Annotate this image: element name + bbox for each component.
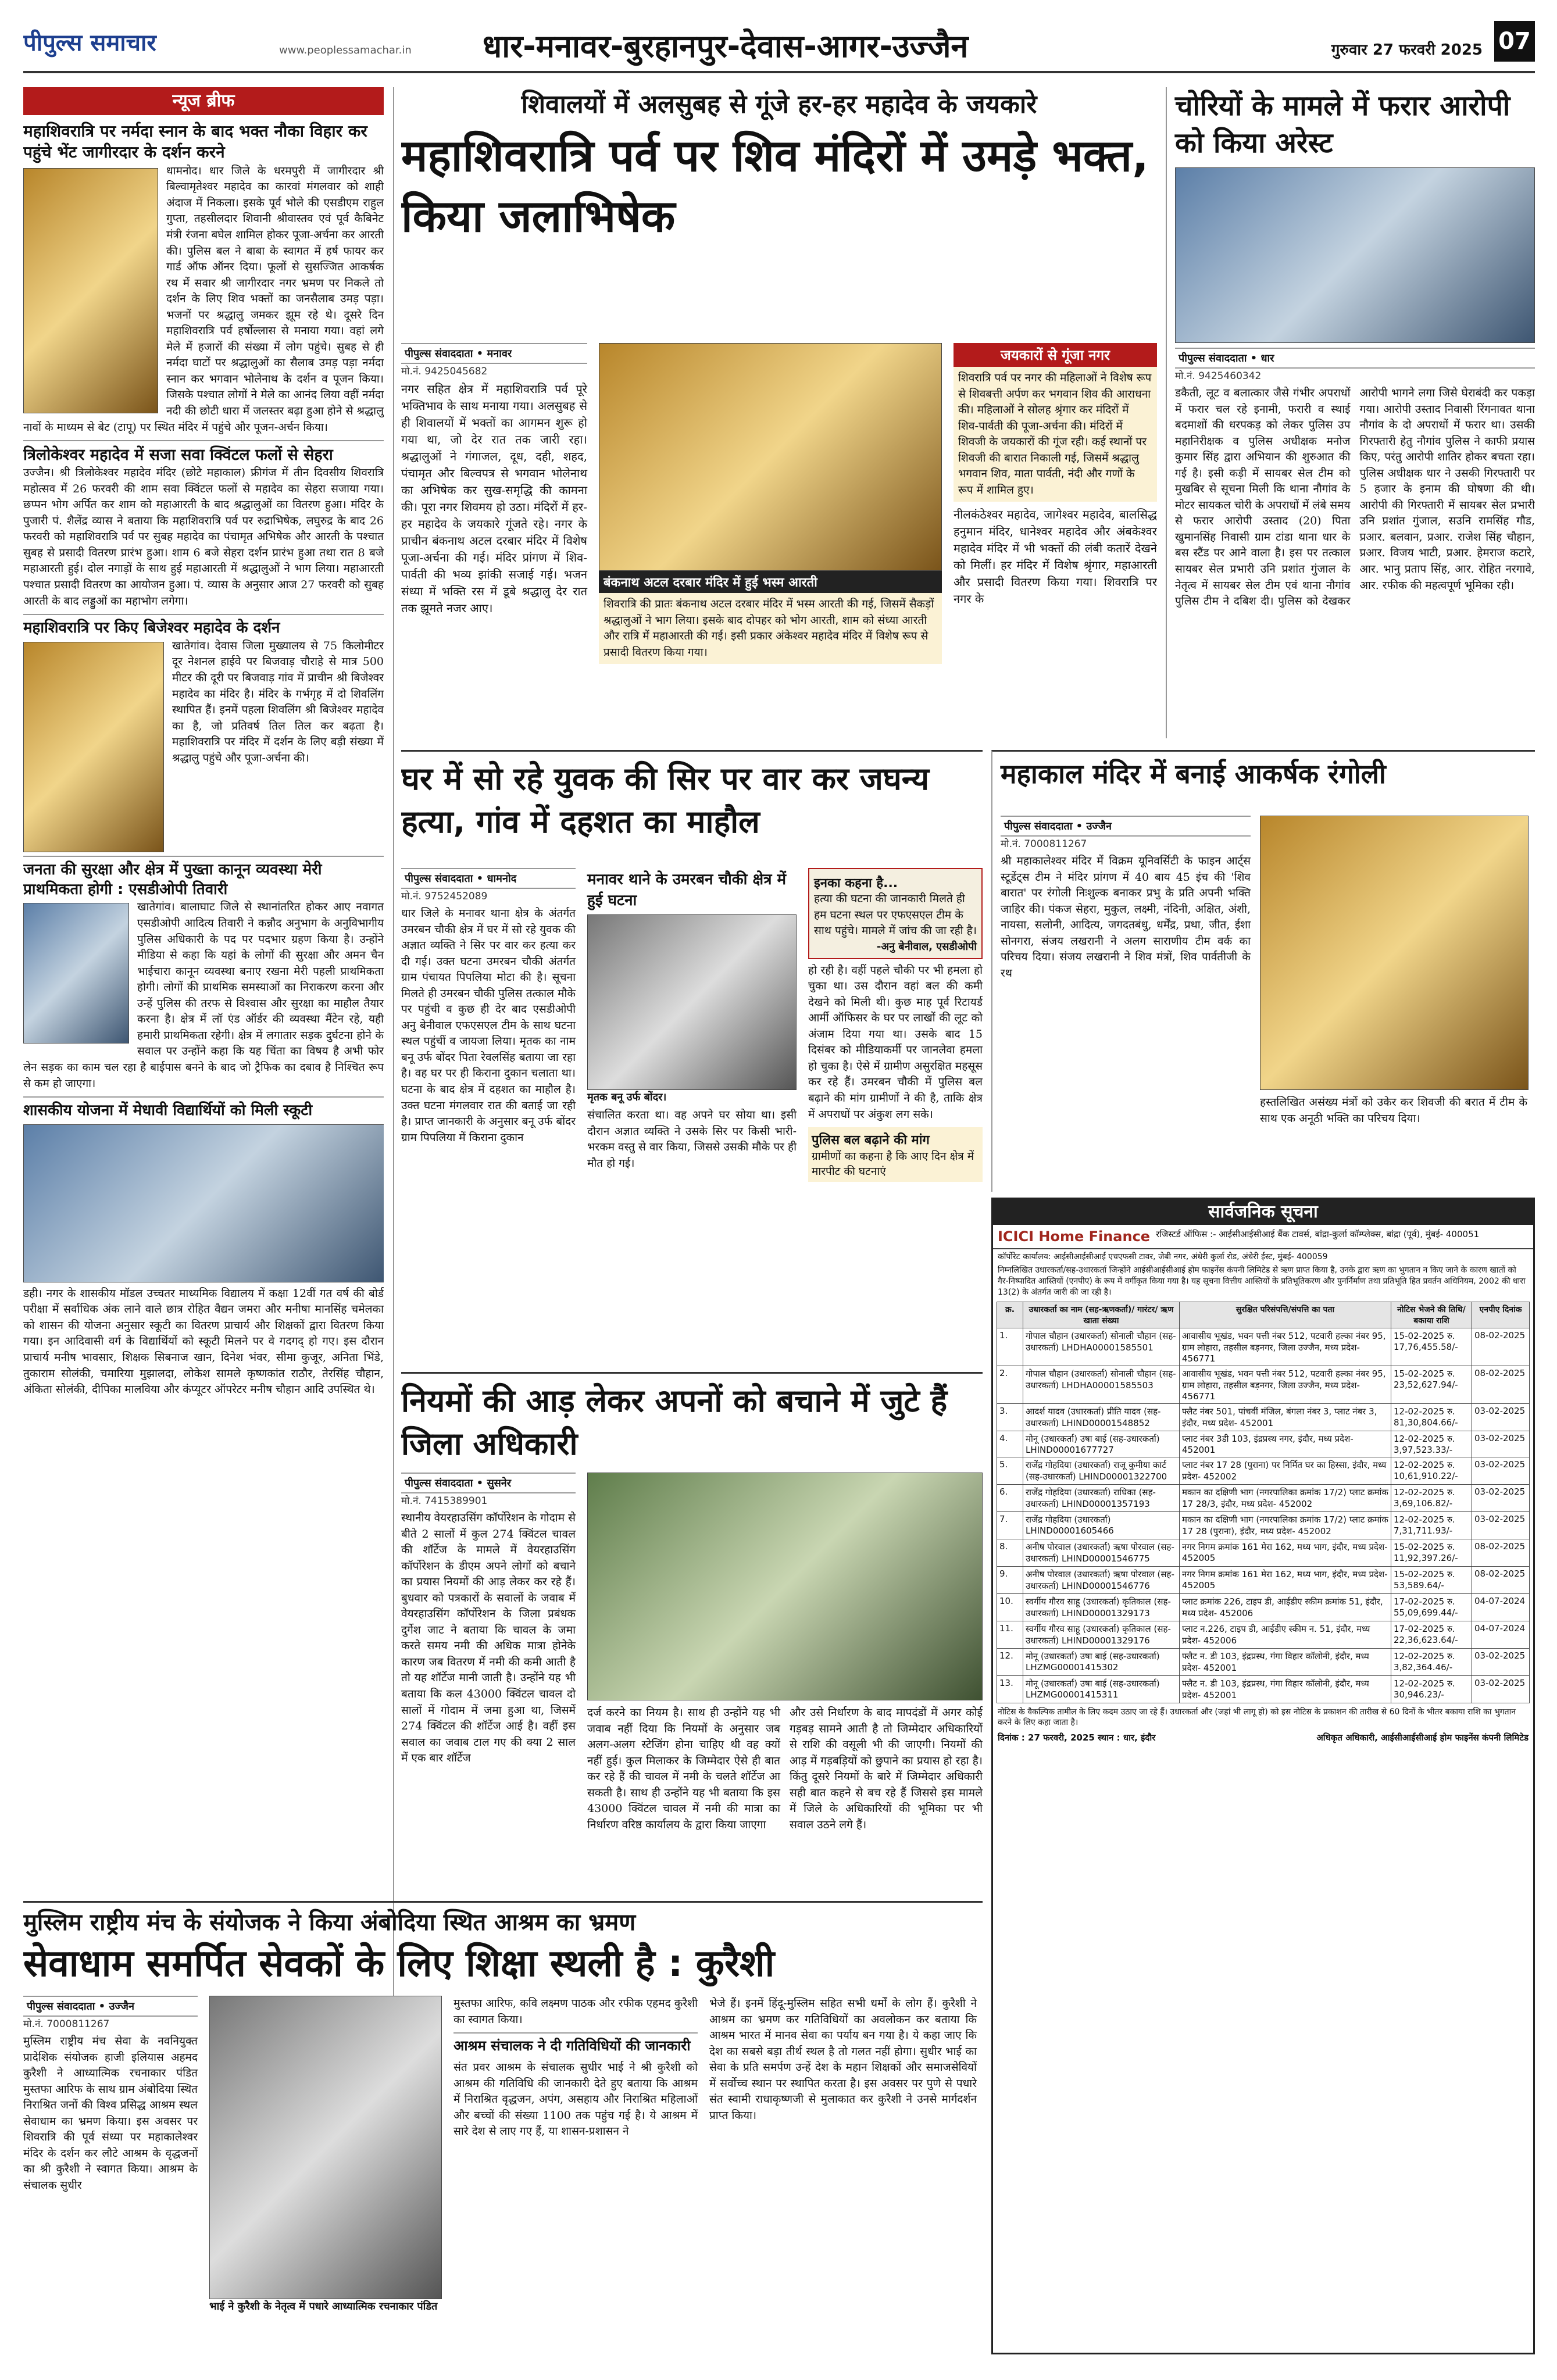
brief-2-title: त्रिलोकेश्वर महादेव में सजा सवा क्विंटल फलों से सेहरा (23, 440, 384, 465)
officers-body-2: दर्ज करने का नियम है। साथ ही उन्होंने यह भी जवाब नहीं दिया कि नियमों के अनुसार जब अलग-अलग स्टेजिंग होना चाहिए थी वह क्यों नहीं हुई। कुल मिलाकर के जिम्मेदार ऐसे ही बात कर रहे हैं की चावल में नमी के चलते शॉर्टेज आ सकती है। साथ ही उन्होंने यह भी बताया कि इस 43000 क्विंटल चावल में नमी की मात्रा का निर्धारण वरिष्ठ कार्यालय के द्वारा किया जाएगा (587, 1706, 780, 1831)
news-brief-column (23, 87, 384, 2157)
arrest-body: डकैती, लूट व बलात्कार जैसे गंभीर अपराधों में फरार चल रहे इनामी, फरारी व स्थाई बदमाशों की धरपकड़ को लेकर पुलिस उप महानिरीक्षक व पुलिस अधीक्षक मनोज कुमार सिंह द्वारा अभियान की शुरुआत की गई है। इसी कड़ी में सायबर सेल टीम को मुखबिर से सूचना मिली कि थाना नौगांव के मोटर सायकल चोरी के अपराधों में लंबे समय से फरार आरोपी उस्ताद (20) पिता खुमानसिंह निवासी ग्राम टांडा थाना धार के बस स्टैंड पर आने वाला है। इस पर तत्काल सायबर सेल प्रभारी उनि प्रशांत गुंजाल के नेतृत्व में सायबर सेल टीम एवं थाना नौगांव पुलिस टीम ने दबिश दी। पुलिस को देखकर आरोपी भागने लगा जिसे घेराबंदी कर पकड़ा गया। आरोपी उस्ताद निवासी रिंगनावत थाना नौगांव के दो अपराधों में फरार था। उसकी गिरफ्तारी हेतु नौगांव पुलिस ने काफी प्रयास किए, परंतु आरोपी शातिर होकर बचता रहा। पुलिस अधीक्षक धार ने उसकी गिरफ्तारी पर 5 हजार के इनाम की घोषणा की थी। आरोपी की गिरफ्तारी में सायबर सेल प्रभारी उनि प्रशांत गुंजाल, सउनि रामसिंह गौड, प्रआर. बलवान, प्रआर. राजेश सिंह चौहान, प्रआर. विजय भाटी, प्रआर. हेमराज कटारे, आर. भानु प्रताप सिंह, आर. रोहित नरगावे, आर. रफीक की महत्वपूर्ण भूमिका रही। (1175, 387, 1535, 608)
table-row (997, 1484, 1530, 1511)
lead-photo-text: शिवरात्रि की प्रातः बंकनाथ अटल दरबार मंदिर में भस्म आरती की गई, जिसमें सैकड़ों श्रद्धालुओं ने भाग लिया। इसके बाद दोपहर को भोग आरती, शाम को संध्या आरती और रात्रि में महाआरती की गई। इसी प्रकार अंकेश्वर महादेव मंदिर में विशेष रूप से प्रसादी वितरण किया गया। (599, 593, 942, 664)
officers-story (401, 1372, 983, 1895)
officers-body-3: और उसे निर्धारण के बाद मापदंडों में अगर कोई गड़बड़ सामने आती है तो जिम्मेदार अधिकारियों से राशि की वसूली भी की जाएगी। नियमों की आड़ में गड़बड़ियों को छुपाने का प्रयास हो रहा है। किंतु दूसरे नियमों के बारे में जिम्मेदार अधिकारी सही बात कहने से बच रहे हैं जिससे इस मामले में जिले के अधिकारियों की भूमिका पर भी सवाल उठने लगे हैं। (790, 1706, 983, 1831)
ashram-mobile: मो.नं. 7000811267 (23, 2018, 110, 2030)
notice-cell-address: आवासीय भूखंड, भवन पत्ती नंबर 512, पटवारी हल्का नंबर 95, ग्राम लोहारा, तहसील बड़नगर, जिला उज्जैन, मध्य प्रदेश- 456771 (1180, 1366, 1391, 1403)
notice-cell-name: गोपाल चौहान (उधारकर्ता) सोनाली चौहान (सह-उधारकर्ता) LHDHA00001585503 (1023, 1366, 1180, 1403)
ashram-story (23, 1901, 983, 2354)
ashram-kicker: मुस्लिम राष्ट्रीय मंच के संयोजक ने किया अंबोदिया स्थित आश्रम का भ्रमण (23, 1909, 636, 1936)
ashram-photo (209, 1996, 442, 2299)
notice-cell-notice: 12-02-2025 रु. 3,97,523.33/- (1391, 1431, 1472, 1457)
notice-cell-address: नगर निगम क्रमांक 161 मेरा 162, मध्य भाग, इंदौर, मध्य प्रदेश- 452005 (1180, 1539, 1391, 1566)
rangoli-photo (1260, 816, 1529, 1090)
table-row (997, 1403, 1530, 1431)
officers-body-1: स्थानीय वेयरहाउसिंग कॉर्पोरेशन के गोदाम से बीते 2 सालों में कुल 274 क्विंटल चावल की शॉर्टेज के मामले में वेयरहाउसिंग कॉर्पोरेशन के डीएम अपने लोगों को बचाने का प्रयास नियमों की आड़ लेकर कर रहे हैं। बुधवार को पत्रकारों के सवालों के जवाब में वेयरहाउसिंग कॉर्पोरेशन के जिला प्रबंधक दुर्गेश जाट ने बताया कि चावल के जमा करते समय नमी की अधिक मात्रा होनेके कारण जब वितरण में नमी की कमी आती है तो यह शॉर्टेज मानी जाती है। उन्होंने यह भी बताया कि कल 43000 क्विंटल चावल दो सालों में गोदाम में जमा हुआ था, जिसमें 274 क्विंटल की शॉर्टेज आई है। वहीं इस सवाल का जवाब टाल गए की क्या 2 साल में एक बार शॉर्टेज (401, 1511, 576, 1765)
notice-footer: नोटिस के वैकल्पिक तामील के लिए कदम उठाए जा रहे हैं। उधारकर्ता और (जहां भी लागू हो) को इस नोटिस के प्रकाशन की तारीख से 60 दिनों के भीतर बकाया राशि का भुगतान करने के लिए कहा जाता है। (998, 1707, 1516, 1728)
notice-cell-name: स्वर्गीय गौरव साहू (उधारकर्ता) कृतिकाल (सह-उधारकर्ता) LHIND00001329173 (1023, 1593, 1180, 1621)
notice-date-place: दिनांक : 27 फरवरी, 2025 स्थान : धार, इंदौर (998, 1732, 1156, 1743)
notice-cell-name: अनीष पोरवाल (उधारकर्ता) ऋषा पोरवाल (सह-उधारकर्ता) LHIND00001546775 (1023, 1539, 1180, 1566)
officers-mobile: मो.नं. 7415389901 (401, 1495, 488, 1507)
notice-cell-address: मकान का दक्षिणी भाग (नगरपालिका क्रमांक 17/2) प्लाट क्रमांक 17 28/3, इंदौर, मध्य प्रदेश- 452002 (1180, 1484, 1391, 1511)
notice-cell-address: फ्लैट न. डी 103, इंद्रप्रस्थ, गंगा विहार कॉलोनी, इंदौर, मध्य प्रदेश- 452001 (1180, 1675, 1391, 1703)
public-notice (991, 1198, 1535, 2354)
site-url[interactable]: www.peoplessamachar.in (279, 44, 412, 56)
notice-cell-npa: 04-07-2024 (1472, 1621, 1530, 1648)
murder-quote-author: -अनु बेनीवाल, एसडीओपी (876, 940, 977, 953)
notice-cell-npa: 08-02-2025 (1472, 1328, 1530, 1366)
notice-intro: निम्नलिखित उधारकर्ता/सह-उधारकर्ता जिन्होंने आईसीआईसीआई होम फाइनेंस कंपनी लिमिटेड से ऋण प्राप्त किया है, उनके द्वारा ऋण का भुगतान न किए जाने के कारण खातों को गैर-निष्पादित आस्तियों (एनपीए) के रूप में वर्गीकृत किया गया है। यह सूचना वित्तीय आस्तियों के प्रतिभूतिकरण और पुनर्निर्माण तथा प्रतिभूति हित प्रवर्तन अधिनियम, 2002 की धारा 13(2) के अंतर्गत जारी की जा रही है। (998, 1265, 1526, 1297)
notice-cell-n: 5. (997, 1457, 1023, 1484)
notice-cell-n: 2. (997, 1366, 1023, 1403)
murder-quote-text: हत्या की घटना की जानकारी मिलते ही हम घटना स्थल पर एफएसएल टीम के साथ पहुंचे। मामले में जांच की जा रही है। (814, 892, 977, 938)
brief-5-title: शासकीय योजना में मेधावी विद्यार्थियों को मिली स्कूटी (23, 1096, 384, 1121)
notice-cell-n: 8. (997, 1539, 1023, 1566)
notice-cell-name: राजेंद्र गोहदिया (उधारकर्ता) राधिका (सह-उधारकर्ता) LHIND00001357193 (1023, 1484, 1180, 1511)
notice-cell-name: मोनू (उधारकर्ता) उषा बाई (सह-उधारकर्ता) LHIND00001677727 (1023, 1431, 1180, 1457)
ashram-headline: सेवाधाम समर्पित सेवकों के लिए शिक्षा स्थली है : कुरैशी (23, 1942, 775, 1985)
news-brief-label: न्यूज ब्रीफ (23, 87, 384, 115)
notice-col-header: सुरक्षित परिसंपत्ति/संपत्ति का पता (1180, 1302, 1391, 1328)
notice-cell-address: प्लाट क्रमांक 226, टाइप डी, आईडीए स्कीम क्रमांक 51, इंदौर, मध्य प्रदेश- 452006 (1180, 1593, 1391, 1621)
notice-cell-n: 6. (997, 1484, 1023, 1511)
murder-quote-box (808, 868, 983, 959)
table-row (997, 1366, 1530, 1403)
officers-photo (587, 1473, 983, 1700)
notice-cell-npa: 03-02-2025 (1472, 1648, 1530, 1675)
brief-4-body: खातेगांव। बालाघाट जिले से स्थानांतरित होकर आए नवागत एसडीओपी आदित्य तिवारी ने कन्नौद अनुभाग के अनुविभागीय पुलिस अधिकारी के पद पर पदभार ग्रहण किया है। उन्होंने मीडिया से कहा कि यहां के लोगों की सुरक्षा और अमन चैन भाईचारा कानून व्यवस्था बनाए रखना मेरी पहली प्राथमिकता होगी। लोगों की प्राथमिक समस्याओं का निराकरण करना और उन्हें पुलिस की तरफ से विश्वास और सुरक्षा का माहौल तैयार करना है। क्षेत्र में लॉ एंड ऑर्डर की व्यवस्था मैंटेन रहे, यही हमारी प्राथमिकता रहेगी। क्षेत्र में लगातार सड़क दुर्घटना होने के सवाल पर उन्होंने कहा कि यह चिंता का विषय है अभी फोर लेन सड़क का काम चल रहा है बाईपास बनने के बाद जो ट्रैफिक का दबाव है निश्चित रूप से कम हो जाएगा। (23, 900, 384, 1090)
issue-date: गुरुवार 27 फरवरी 2025 (1331, 41, 1483, 59)
lead-side-title: जयकारों से गूंजा नगर (954, 343, 1157, 367)
notice-cell-notice: 15-02-2025 रु. 53,589.64/- (1391, 1566, 1472, 1593)
table-row (997, 1593, 1530, 1621)
table-row (997, 1328, 1530, 1366)
brief-1-body: धामनोद। धार जिले के धरमपुरी में जागीरदार श्री बिल्वामृतेश्वर महादेव का कारवां मंगलवार को शाही अंदाज में निकला। इसके पूर्व भोले की एसडीएम राहुल गुप्ता, तहसीलदार शिवानी श्रीवास्तव एवं पूर्व कैबिनेट मंत्री रंजना बघेल शामिल होकर पूजा-अर्चना कर आरती की। पुलिस बल ने बाबा के स्वागत में हर्ष फायर कर गार्ड ऑफ ऑनर दिया। फूलों से सुसज्जित आकर्षक रथ में सवार श्री जागीरदार नगर भ्रमण पर निकले तो दर्शन के लिए शिव भक्तों का जनसैलाब उमड़ पड़ा। भजनों पर श्रद्धालु जमकर झूम रहे थे। दूसरे दिन महाशिवरात्रि पर्व हर्षोल्लास से मनाया गया। वहां लगे मेले में हजारों की संख्या में लोग पहुंचे। सुबह से ही नर्मदा घाटों पर श्रद्धालुओं का सैलाब उमड़ पड़ा नर्मदा स्नान कर भगवान भोलेनाथ के दर्शन व पूजन किया। जिसके पश्चात लोगों ने मेले का आनंद लिया वहीं नर्मदा नदी की छोटी धारा में जलस्तर बढ़ा हुआ होने से श्रद्धालु नावों के माध्यम से बेट (टापू) पर स्थित मंदिर में पहुंचे और पूजन-अर्चन किया। (23, 164, 384, 434)
notice-cell-npa: 03-02-2025 (1472, 1403, 1530, 1431)
table-row (997, 1566, 1530, 1593)
arrest-headline: चोरियों के मामले में फरार आरोपी को किया अरेस्ट (1175, 90, 1510, 159)
ashram-photo-caption: भाई ने कुरैशी के नेतृत्व में पधारे आध्यात्मिक रचनाकार पंडित (209, 2299, 442, 2313)
murder-quote-title: इनका कहना है... (814, 876, 898, 891)
notice-cell-address: फ्लैट नंबर 501, पांचवीं मंजिल, बंगला नंबर 3, प्लाट नंबर 3, इंदौर, मध्य प्रदेश- 452001 (1180, 1403, 1391, 1431)
notice-col-header: एनपीए दिनांक (1472, 1302, 1530, 1328)
column-divider (393, 87, 394, 2157)
brief-4-title: जनता की सुरक्षा और क्षेत्र में पुख्ता कानून व्यवस्था मेरी प्राथमिकता होगी : एसडीओपी तिवारी (23, 856, 384, 900)
notice-cell-address: मकान का दक्षिणी भाग (नगरपालिका क्रमांक 17/2) प्लाट क्रमांक 17 28 (पुराना), इंदौर, मध्य प्रदेश- 452002 (1180, 1511, 1391, 1539)
lead-body-2: नीलकंठेश्वर महादेव, जागेश्वर महादेव, बालसिद्ध हनुमान मंदिर, धानेश्वर महादेव और अंबकेश्वर महादेव मंदिर में भी भक्तों की लंबी कतारें देखने को मिलीं। हर मंदिर में विशेष श्रृंगार, महाआरती और प्रसादी वितरण किया गया। शिवरात्रि पर नगर के (954, 508, 1157, 606)
table-row (997, 1621, 1530, 1648)
notice-cell-notice: 12-02-2025 रु. 30,946.23/- (1391, 1675, 1472, 1703)
notice-cell-name: राजेंद्र गोहदिया (उधारकर्ता) राजू कुमीया कार्ट (सह-उधारकर्ता) LHIND00001322700 (1023, 1457, 1180, 1484)
notice-table (997, 1302, 1530, 1703)
murder-box-text: ग्रामीणों का कहना है कि आए दिन क्षेत्र में मारपीट की घटनाएं (812, 1150, 974, 1178)
notice-title: सार्वजनिक सूचना (993, 1199, 1533, 1225)
notice-cell-name: मोनू (उधारकर्ता) उषा बाई (सह-उधारकर्ता) LHZMG00001415311 (1023, 1675, 1180, 1703)
table-row (997, 1511, 1530, 1539)
lead-story (401, 87, 1157, 738)
notice-office: रजिस्टर्ड ऑफिस :- आईसीआईसीआई बैंक टावर्स, बांद्रा-कुर्ला कॉम्प्लेक्स, बांद्रा (पूर्व), मुंबई- 400051 (1156, 1229, 1480, 1239)
lead-body-1: नगर सहित क्षेत्र में महाशिवरात्रि पर्व पूरे भक्तिभाव के साथ मनाया गया। अलसुबह से ही शिवालयों में भक्तों का आगमन शुरू हो गया था, जो देर रात तक जारी रहा। श्रद्धालुओं ने गंगाजल, दूध, दही, शहद, पंचामृत और बिल्वपत्र से भगवान भोलेनाथ का अभिषेक कर सुख-समृद्धि की कामना की। पूरा नगर शिवमय हो उठा। मंदिरों में हर-हर महादेव के जयकारे गूंजते रहे। नगर के प्राचीन बंकनाथ अटल दरबार मंदिर में विशेष पूजा-अर्चना की गई। मंदिर प्रांगण में शिव-पार्वती की भव्य झांकी सजाई गई। भजन संध्या में भक्ति रस में डूबे श्रद्धालु देर रात तक झूमते नजर आए। (401, 382, 587, 615)
notice-cell-n: 9. (997, 1566, 1023, 1593)
brief-1-photo (23, 168, 158, 413)
ashram-body-3: संत प्रवर आश्रम के संचालक सुधीर भाई ने श्री कुरैशी को आश्रम की गतिविधि की जानकारी देते हुए बताया कि आश्रम में निराश्रित वृद्धजन, अपंग, असहाय और निराश्रित महिलाओं और बच्चों की संख्या 1100 तक पहुंच गई है। ये आश्रम में सारे देश से लाए गए हैं, या शासन-प्रशासन ने (453, 2061, 698, 2138)
table-row (997, 1648, 1530, 1675)
notice-cell-notice: 17-02-2025 रु. 55,09,699.44/- (1391, 1593, 1472, 1621)
edition-cities: धार-मनावर-बुरहानपुर-देवास-आगर-उज्जैन (483, 28, 969, 65)
masthead (23, 21, 1535, 73)
rangoli-body-right: हस्तलिखित असंख्य मंत्रों को उकेर कर शिवजी की बरात में टीम के साथ एक अनूठी भक्ति का परिचय दिया। (1260, 1096, 1527, 1125)
murder-kicker: मनावर थाने के उमरबन चौकी क्षेत्र में हुई घटना (587, 871, 787, 909)
notice-cell-npa: 08-02-2025 (1472, 1539, 1530, 1566)
ashram-body-2: मुस्तफा आरिफ, कवि लक्ष्मण पाठक और रफीक एहमद कुरैशी का स्वागत किया। (453, 1997, 698, 2026)
notice-col-header: नोटिस भेजने की तिथि/ बकाया राशि (1391, 1302, 1472, 1328)
murder-photo-caption: मृतक बनू उर्फ बोंदर। (587, 1090, 797, 1104)
ashram-subhead: आश्रम संचालक ने दी गतिविधियों की जानकारी (453, 2032, 698, 2055)
brief-5-photo (23, 1124, 384, 1282)
table-row (997, 1675, 1530, 1703)
notice-cell-npa: 08-02-2025 (1472, 1566, 1530, 1593)
notice-cell-n: 12. (997, 1648, 1023, 1675)
notice-branch: कॉर्पोरेट कार्यालय: आईसीआईसीआई एचएफसी टावर, जेबी नगर, अंधेरी कुर्ला रोड, अंधेरी ईस्ट, मुंबई- 400059 (998, 1252, 1328, 1262)
brief-3-title: महाशिवरात्रि पर किए बिजेश्वर महादेव के दर्शन (23, 614, 384, 638)
table-row (997, 1539, 1530, 1566)
notice-cell-notice: 12-02-2025 रु. 10,61,910.22/- (1391, 1457, 1472, 1484)
notice-cell-npa: 03-02-2025 (1472, 1675, 1530, 1703)
page-number: 07 (1494, 21, 1535, 62)
notice-cell-notice: 12-02-2025 रु. 7,31,711.93/- (1391, 1511, 1472, 1539)
murder-body-2: संचालित करता था। वह अपने घर सोया था। इसी दौरान अज्ञात व्यक्ति ने उसके सिर पर किसी भारी-भरकम वस्तु से वार किया, जिससे उसकी मौके पर ही मौत हो गई। (587, 1109, 797, 1170)
arrest-mobile: मो.नं. 9425460342 (1175, 370, 1262, 382)
rangoli-mobile: मो.नं. 7000811267 (1001, 838, 1087, 850)
notice-signatory: अधिकृत अधिकारी, आईसीआईसीआई होम फाइनेंस कंपनी लिमिटेड (1316, 1732, 1529, 1743)
notice-cell-name: मोनू (उधारकर्ता) उषा बाई (सह-उधारकर्ता) LHZMG00001415302 (1023, 1648, 1180, 1675)
lead-kicker: शिवालयों में अलसुबह से गूंजे हर-हर महादेव के जयकारे (521, 90, 1037, 119)
rangoli-headline: महाकाल मंदिर में बनाई आकर्षक रंगोली (1001, 758, 1386, 789)
murder-body-1: धार जिले के मनावर थाना क्षेत्र के अंतर्गत उमरबन चौकी क्षेत्र में घर में सो रहे युवक की अज्ञात व्यक्ति ने सिर पर वार कर हत्या कर दी गई। उक्त घटना उमरबन चौकी अंतर्गत ग्राम पंचायत पिपलिया मोटा की है। सूचना मिलते ही उमरबन चौकी पुलिस तत्काल मौके पर पहुंची व कुछ ही देर बाद एसडीओपी अनु बेनीवाल एफएसएल टीम के साथ घटना स्थल पहुंचीं व जायजा लिया। मृतक का नाम बनू उर्फ बोंदर पिता रेवलसिंह बताया जा रहा है। वह घर पर ही किराना दुकान चलाता था। घटना के बाद क्षेत्र में दहशत का माहौल है। उक्त घटना मंगलवार रात की बताई जा रही है। प्राप्त जानकारी के अनुसार बनू उर्फ बोंदर ग्राम पिपलिया में किराना दुकान (401, 907, 576, 1144)
notice-cell-address: नगर निगम क्रमांक 161 मेरा 162, मध्य भाग, इंदौर, मध्य प्रदेश- 452005 (1180, 1566, 1391, 1593)
murder-byline: पीपुल्स संवाददाता • धामनोद (401, 868, 576, 889)
arrest-story (1166, 87, 1535, 738)
ashram-byline: पीपुल्स संवाददाता • उज्जैन (23, 1996, 198, 2017)
notice-bank-logo: ICICI Home Finance (998, 1228, 1151, 1245)
notice-cell-notice: 12-02-2025 रु. 3,69,106.82/- (1391, 1484, 1472, 1511)
brief-3-photo (23, 642, 164, 852)
notice-cell-n: 10. (997, 1593, 1023, 1621)
notice-cell-n: 4. (997, 1431, 1023, 1457)
notice-cell-notice: 15-02-2025 रु. 17,76,455.58/- (1391, 1328, 1472, 1366)
notice-cell-name: स्वर्गीय गौरव साहू (उधारकर्ता) कृतिकाल (सह-उधारकर्ता) LHIND00001329176 (1023, 1621, 1180, 1648)
arrest-byline: पीपुल्स संवाददाता • धार (1175, 348, 1535, 369)
murder-story (401, 750, 983, 1366)
notice-cell-n: 7. (997, 1511, 1023, 1539)
notice-cell-npa: 03-02-2025 (1472, 1457, 1530, 1484)
notice-cell-npa: 03-02-2025 (1472, 1511, 1530, 1539)
officers-headline: नियमों की आड़ लेकर अपनों को बचाने में जुटे हैं जिला अधिकारी (401, 1382, 948, 1462)
lead-mobile: मो.नं. 9425045682 (401, 366, 488, 377)
rangoli-byline: पीपुल्स संवाददाता • उज्जैन (1001, 816, 1251, 837)
brief-5-body: डही। नगर के शासकीय मॉडल उच्चतर माध्यमिक विद्यालय में कक्षा 12वीं गत वर्ष की बोर्ड परीक्षा में सर्वाधिक अंक लाने वाले छात्र रोहित वैद्यन जमरा और मनीषा मानसिंह चमेलका को शासन की योजना अनुसार स्कूटी का वितरण प्राचार्य और शिक्षकों द्वारा वितरण किया गया। इन आदिवासी वर्ग के विद्यार्थियों को स्कूटी मिलने पर वे गदगद् हो गए। इस दौरान प्राचार्य मनीष भावसार, शिक्षक सिबनाज खान, दिनेश भंवर, सीमा कुजूर, अनिता भिंडे, तुकाराम सोलंकी, चमारिया मुझालदा, लोकेश सामले कृष्णकांत राठौर, तेरसिंह चौहान, अंकिता सोलंकी, दीपिका मालविया और कंप्यूटर ऑपरेटर मनीष चौहान आदि उपस्थित थे। (23, 1287, 384, 1396)
murder-box-title: पुलिस बल बढ़ाने की मांग (812, 1133, 930, 1148)
notice-cell-name: आदर्श यादव (उधारकर्ता) प्रीति यादव (सह-उधारकर्ता) LHIND00001548852 (1023, 1403, 1180, 1431)
rangoli-body: श्री महाकालेश्वर मंदिर में विक्रम यूनिवर्सिटी के फाइन आर्ट्स स्टूडेंट्स टीम ने मंदिर प्रांगण में 40 बाय 45 इंच की 'शिव बारात' पर रंगोली निःशुल्क बनाकर प्रभु के प्रति अपनी भक्ति जाहिर की। पंकज सेहरा, मुकुल, लक्ष्मी, नंदिनी, अक्षित, अंशी, नायसा, सलोनी, आदित्य, जगदतबंधु, धर्मेंद्र, प्रथा, जीत, ईशा सोनगरा, संजय लखरानी ने अलग साराणीय टीम वर्क का परिचय दिया। संजय लखरानी ने शिव मंत्रों, शिव पार्वतीजी के रथ (1001, 855, 1251, 980)
lead-photo (599, 343, 942, 571)
brief-4-photo (23, 903, 129, 1044)
lead-photo-caption: बंकनाथ अटल दरबार मंदिर में हुई भस्म आरती (599, 571, 942, 593)
notice-cell-npa: 03-02-2025 (1472, 1484, 1530, 1511)
ashram-body-1: मुस्लिम राष्ट्रीय मंच सेवा के नवनियुक्त प्रादेशिक संयोजक हाजी इलियास अहमद कुरैशी ने आध्यात्मिक रचनाकार पंडित मुस्तफा आरिफ के साथ ग्राम अंबोदिया स्थित निराश्रित जनों की विश्व प्रसिद्ध आश्रम स्थल सेवाधाम का भ्रमण किया। इस अवसर पर शिवरात्रि की पूर्व संध्या पर महाकालेश्वर मंदिर के दर्शन कर लौटे आश्रम के वृद्धजनों का श्री कुरैशी ने स्वागत किया। आश्रम के संचालक सुधीर (23, 2035, 198, 2192)
notice-cell-notice: 15-02-2025 रु. 11,92,397.26/- (1391, 1539, 1472, 1566)
notice-cell-npa: 03-02-2025 (1472, 1431, 1530, 1457)
notice-cell-n: 3. (997, 1403, 1023, 1431)
murder-mobile: मो.नं. 9752452089 (401, 891, 488, 902)
lead-side-text: शिवरात्रि पर्व पर नगर की महिलाओं ने विशेष रूप से शिवबत्ती अर्पण कर भगवान शिव की आराधना की। महिलाओं ने सोलह श्रृंगार कर मंदिरों में शिव-पार्वती की पूजा-अर्चना की। मंदिरों में शिवजी के जयकारों की गूंज रही। कई स्थानों पर शिवजी की बारात निकाली गई, जिसमें श्रद्धालु भगवान शिव, माता पार्वती, नंदी और गणों के रूप में शामिल हुए। (954, 367, 1157, 502)
table-row (997, 1431, 1530, 1457)
notice-cell-notice: 12-02-2025 रु. 3,82,364.46/- (1391, 1648, 1472, 1675)
notice-cell-notice: 17-02-2025 रु. 22,36,623.64/- (1391, 1621, 1472, 1648)
notice-cell-n: 11. (997, 1621, 1023, 1648)
brief-1-title: महाशिवरात्रि पर नर्मदा स्नान के बाद भक्त नौका विहार कर पहुंचे भेंट जागीरदार के दर्शन करने (23, 121, 367, 162)
murder-box (808, 1127, 983, 1182)
notice-cell-notice: 12-02-2025 रु. 81,30,804.66/- (1391, 1403, 1472, 1431)
lead-byline: पीपुल्स संवाददाता • मनावर (401, 343, 587, 364)
notice-col-header: उधारकर्ता का नाम (सह-ऋणकर्ता)/ गारंटर/ ऋण खाता संख्या (1023, 1302, 1180, 1328)
table-row (997, 1457, 1530, 1484)
lead-headline: महाशिवरात्रि पर्व पर शिव मंदिरों में उमड़े भक्त, किया जलाभिषेक (401, 130, 1149, 242)
notice-cell-address: आवासीय भूखंड, भवन पत्ती नंबर 512, पटवारी हल्का नंबर 95, ग्राम लोहारा, तहसील बड़नगर, जिला उज्जैन, मध्य प्रदेश- 456771 (1180, 1328, 1391, 1366)
notice-cell-address: प्लाट नंबर 3डी 103, इंद्रप्रस्थ नगर, इंदौर, मध्य प्रदेश- 452001 (1180, 1431, 1391, 1457)
murder-body-3: हो रही है। वहीं पहले चौकी पर भी हमला हो चुका था। उस दौरान वहां बल की कमी देखने को मिली थी। कुछ माह पूर्व रिटायर्ड आर्मी ऑफिसर के घर पर लाखों की लूट को अंजाम दिया गया था। उसके बाद 15 दिसंबर को मीडियाकर्मी पर जानलेवा हमला हो चुका है। ऐसे में ग्रामीण असुरक्षित महसूस कर रहे हैं। उमरबन चौकी में पुलिस बल बढ़ाने की मांग ग्रामीणों ने की है, ताकि क्षेत्र में अपराधों पर अंकुश लग सके। (808, 963, 983, 1121)
notice-cell-n: 13. (997, 1675, 1023, 1703)
notice-cell-address: फ्लैट न. डी 103, इंद्रप्रस्थ, गंगा विहार कॉलोनी, इंदौर, मध्य प्रदेश- 452001 (1180, 1648, 1391, 1675)
notice-cell-address: प्लाट न.226, टाइप डी, आईडीए स्कीम न. 51, इंदौर, मध्य प्रदेश- 452006 (1180, 1621, 1391, 1648)
notice-cell-address: प्लाट नंबर 17 28 (पुराना) पर निर्मित घर का हिस्सा, इंदौर, मध्य प्रदेश- 452002 (1180, 1457, 1391, 1484)
murder-photo (587, 914, 797, 1090)
notice-cell-npa: 04-07-2024 (1472, 1593, 1530, 1621)
notice-cell-n: 1. (997, 1328, 1023, 1366)
notice-cell-name: गोपाल चौहान (उधारकर्ता) सोनाली चौहान (सह-उधारकर्ता) LHDHA00001585501 (1023, 1328, 1180, 1366)
officers-byline: पीपुल्स संवाददाता • सुसनेर (401, 1473, 576, 1493)
brand-logo: पीपुल्स समाचार (23, 30, 156, 56)
notice-cell-name: राजेंद्र गोहदिया (उधारकर्ता) LHIND00001605466 (1023, 1511, 1180, 1539)
notice-cell-notice: 15-02-2025 रु. 23,52,627.94/- (1391, 1366, 1472, 1403)
brief-2-body: उज्जैन। श्री त्रिलोकेश्वर महादेव मंदिर (छोटे महाकाल) फ्रीगंज में तीन दिवसीय शिवरात्रि महोत्सव में 26 फरवरी की शाम सवा क्विंटल फलों से महादेव का सेहरा सजाया गया। छप्पन भोग अर्पित कर शाम को महाआरती के बाद श्रद्धालुओं का वितरण हुआ। मंदिर के पुजारी पं. शैलेंद्र व्यास ने बताया कि महाशिवरात्रि पर्व पर रुद्राभिषेक, लघुरुद्र के बाद 26 फरवरी को महाशिवरात्रि पर्व पर सुबह महादेव का पंचामृत अभिषेक और आरती के पश्चात सुबह से प्रसादी वितरण प्रारंभ हुआ। शाम 6 बजे सेहरा दर्शन प्रारंभ हुआ तथा रात 8 बजे महाआरती हुई। दोल नगाड़ों के साथ हुई महाआरती में श्रद्धालुओं ने भाग लिया। महाआरती पश्चात प्रसादी वितरण का आयोजन हुआ। पं. व्यास के अनुसार आज 27 फरवरी को सुबह आरती के बाद लड्डुओं का महाभोग लगेगा। (23, 466, 384, 607)
murder-headline: घर में सो रहे युवक की सिर पर वार कर जघन्य हत्या, गांव में दहशत का माहौल (401, 760, 930, 840)
notice-table-body (997, 1328, 1530, 1703)
arrest-photo (1175, 167, 1535, 343)
notice-col-header: क्र. (997, 1302, 1023, 1328)
rangoli-story (991, 750, 1535, 1192)
ashram-body-4: भेजे हैं। इनमें हिंदू-मुस्लिम सहित सभी धर्मों के लोग हैं। कुरैशी ने आश्रम का भ्रमण कर गतिविधियों का अवलोकन कर बताया कि आश्रम भारत में मानव सेवा का पर्याय बन गया है। ये कहा जाए कि देश का सबसे बड़ा तीर्थ स्थल है तो गलत नहीं होगा। सुधीर भाई का सेवा के प्रति समर्पण उन्हें देश के महान शिक्षकों और समाजसेवियों में सर्वोच्च स्थान पर स्थापित करता है। इस अवसर पर पुणे से पधारे संत स्वामी राधाकृष्णजी से मुलाकात कर कुरैशी ने उनसे मार्गदर्शन प्राप्त किया। (709, 1997, 977, 2122)
notice-cell-npa: 08-02-2025 (1472, 1366, 1530, 1403)
brief-3-body: खातेगांव। देवास जिला मुख्यालय से 75 किलोमीटर दूर नेशनल हाईवे पर बिजवाड़ चौराहे से मात्र 500 मीटर की दूरी पर बिजवाड़ गांव में प्राचीन श्री बिजेश्वर महादेव का मंदिर है। मंदिर के गर्भगृह में दो शिवलिंग स्थापित हैं। इनमें पहला शिवलिंग श्री बिजेश्वर महादेव का है, जो प्रतिवर्ष तिल तिल कर बढ़ता है। महाशिवरात्रि पर मंदिर में दर्शन के लिए बड़ी संख्या में श्रद्धालु पहुंचे और पूजा-अर्चना की। (172, 639, 384, 764)
notice-cell-name: अनीष पोरवाल (उधारकर्ता) ऋषा पोरवाल (सह-उधारकर्ता) LHIND00001546776 (1023, 1566, 1180, 1593)
